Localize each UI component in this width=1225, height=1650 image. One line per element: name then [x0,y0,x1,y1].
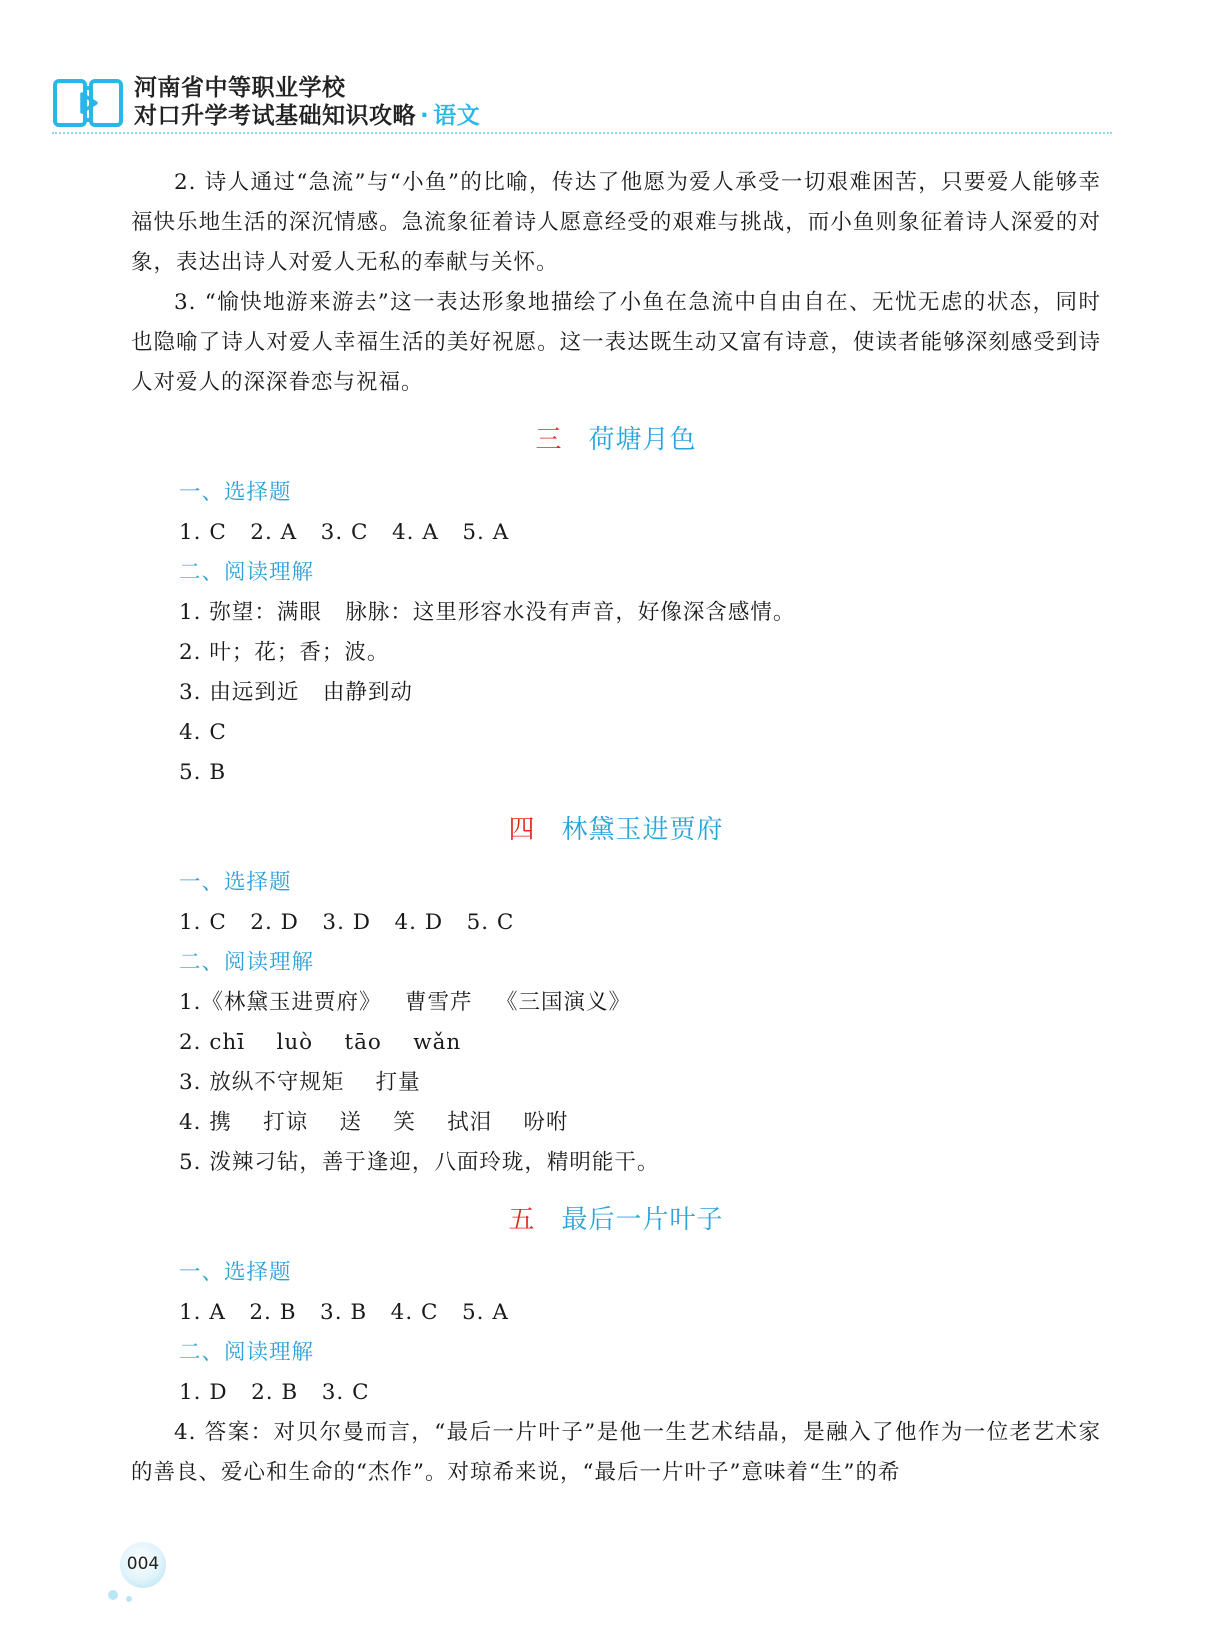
page-number-badge [120,1542,168,1590]
series-title-line1: 河南省中等职业学校 [134,75,346,101]
reading-answer: 5. B [179,760,227,785]
separator-dot: · [420,103,430,129]
section-number: 三 [535,425,563,455]
subsection-heading: 一、选择题 [179,870,292,895]
subsection-heading: 一、选择题 [179,1260,292,1285]
choice-answers: 1. C 2. A 3. C 4. A 5. A [179,520,510,545]
header-divider [52,132,1112,134]
answer-paragraph: 2. 诗人通过“急流”与“小鱼”的比喻，传达了他愿为爱人承受一切艰难困苦，只要爱人能够幸福快乐地生活的深沉情感。急流象征着诗人愿意经受的艰难与挑战，而小鱼则象征着诗人深爱的对象，表达出诗人对爱人无私的奉献与关怀。 [131,170,1101,275]
subject-label: 语文 [433,103,481,129]
subsection-heading: 二、阅读理解 [179,950,315,975]
reading-answer: 2. chī luò tāo wǎn [179,1030,462,1055]
choice-answers: 1. A 2. B 3. B 4. C 5. A [179,1300,509,1325]
reading-answer: 5. 泼辣刁钻，善于逢迎，八面玲珑，精明能干。 [179,1150,660,1175]
reading-answer: 1.《林黛玉进贾府》 曹雪芹 《三国演义》 [179,990,632,1015]
page-content [131,163,1101,1493]
bubble-icon [126,1596,132,1602]
reading-answer: 1. D 2. B 3. C [179,1380,370,1405]
page-header [52,74,1112,138]
reading-answer: 4. 携 打谅 送 笑 拭泪 吩咐 [179,1110,569,1135]
section-title [131,420,1101,460]
section-number: 四 [508,815,536,845]
series-title [134,74,480,130]
section-number: 五 [508,1205,536,1235]
section-title [131,810,1101,850]
series-title-line2 [134,102,480,130]
reading-answer: 2. 叶；花；香；波。 [179,640,390,665]
section-name: 荷塘月色 [588,425,697,455]
reading-answer: 3. 由远到近 由静到动 [179,680,413,705]
answer-paragraph: 4. 答案：对贝尔曼而言，“最后一片叶子”是他一生艺术结晶，是融入了他作为一位老艺术家的善良、爱心和生命的“杰作”。对琼希来说，“最后一片叶子”意味着“生”的希 [131,1420,1101,1485]
reading-answer: 3. 放纵不守规矩 打量 [179,1070,421,1095]
section-title [131,1200,1101,1240]
subsection-heading: 二、阅读理解 [179,1340,315,1365]
choice-answers: 1. C 2. D 3. D 4. D 5. C [179,910,515,935]
section-name: 林黛玉进贾府 [561,815,724,845]
answer-paragraph: 3. “愉快地游来游去”这一表达形象地描绘了小鱼在急流中自由自在、无忧无虑的状态，同时也隐喻了诗人对爱人幸福生活的美好祝愿。这一表达既生动又富有诗意，使读者能够深刻感受到诗人对爱人的深深眷恋与祝福。 [131,290,1101,395]
section-name: 最后一片叶子 [561,1205,724,1235]
page-number: 004 [126,1554,160,1574]
series-title-line2-text: 对口升学考试基础知识攻略 [134,103,416,129]
book-play-icon [52,78,124,130]
reading-answer: 1. 弥望：满眼 脉脉：这里形容水没有声音，好像深含感情。 [179,600,796,625]
subsection-heading: 二、阅读理解 [179,560,315,585]
subsection-heading: 一、选择题 [179,480,292,505]
bubble-icon [108,1590,118,1600]
reading-answer: 4. C [179,720,227,745]
